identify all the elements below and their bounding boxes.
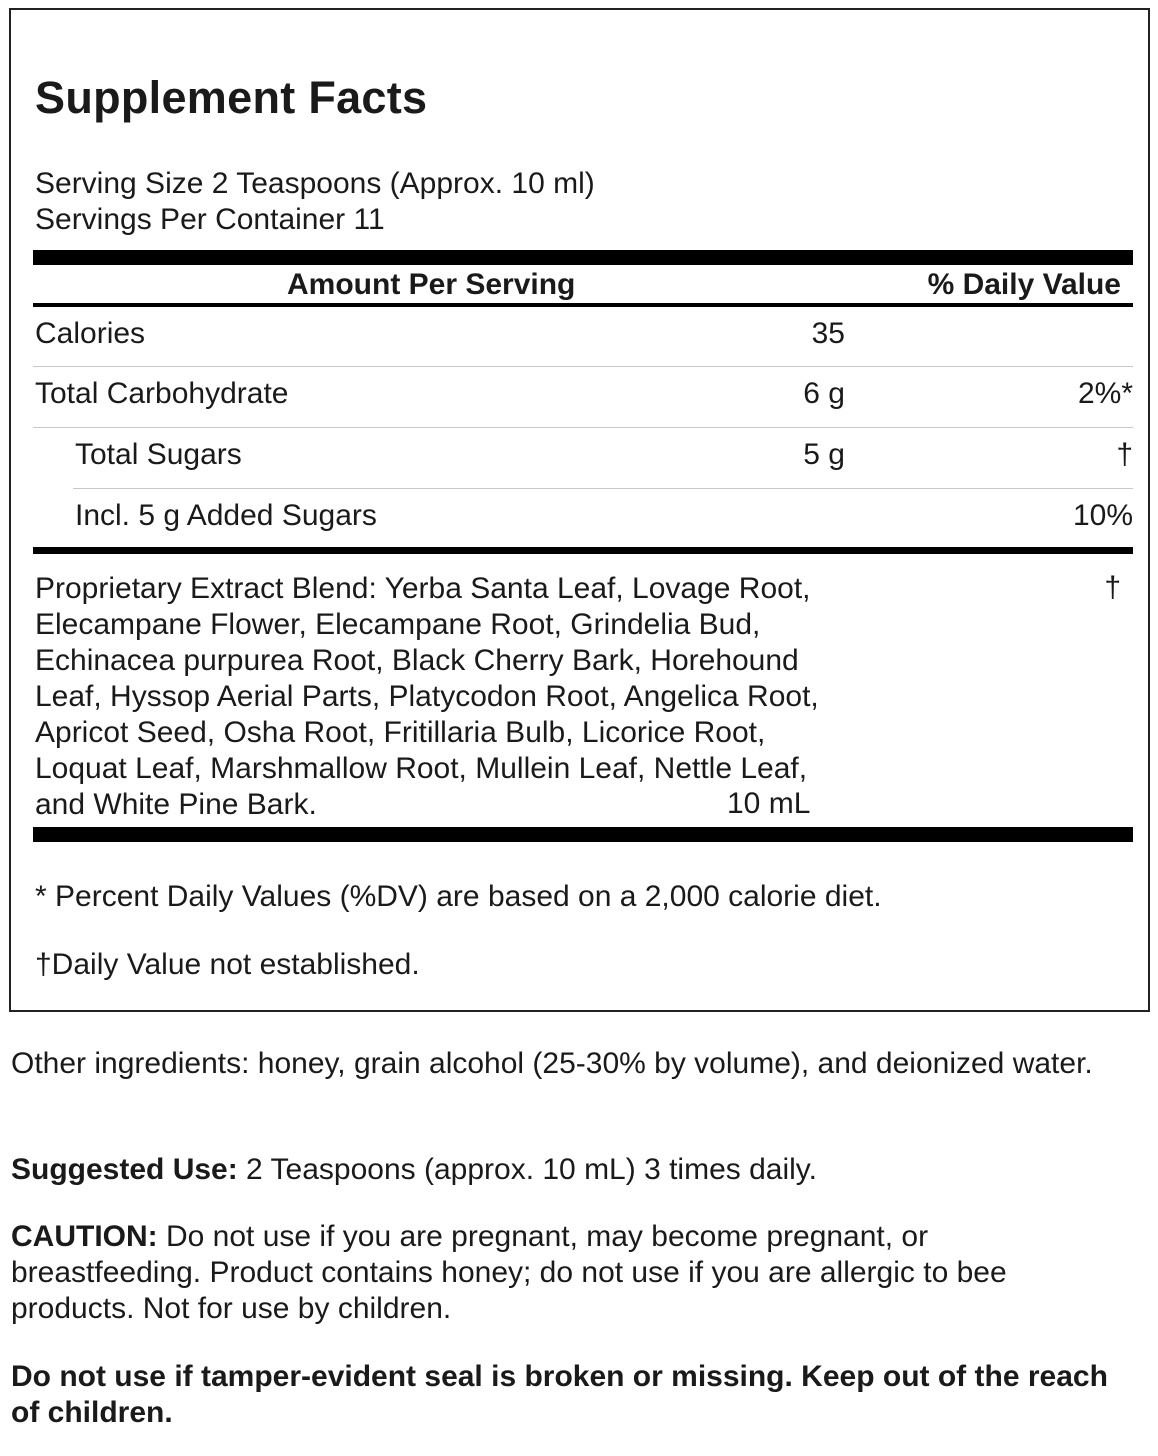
footnote-percent-daily-values: * Percent Daily Values (%DV) are based on a 2,000 calorie diet.: [35, 880, 882, 913]
nutrient-label: Total Carbohydrate: [35, 377, 289, 410]
nutrient-label: Total Sugars: [75, 438, 242, 471]
footnote-daily-value-not-established: †Daily Value not established.: [35, 948, 420, 981]
nutrient-amount: 6 g: [803, 377, 845, 410]
suggested-use-text: 2 Teaspoons (approx. 10 mL) 3 times daily.: [237, 1153, 817, 1186]
nutrient-label: Incl. 5 g Added Sugars: [75, 499, 377, 532]
nutrient-row-total-carbohydrate: [33, 367, 1133, 427]
caution-label: CAUTION:: [11, 1220, 158, 1253]
tamper-warning: Do not use if tamper-evident seal is broken or missing. Keep out of the reach of children.: [11, 1360, 1108, 1429]
nutrient-dv: †: [1116, 438, 1133, 471]
thick-divider-middle: [33, 547, 1133, 554]
thick-divider-bottom: [33, 827, 1133, 842]
serving-info: [35, 166, 595, 238]
nutrient-label: Calories: [35, 317, 146, 350]
thick-divider-top: [33, 250, 1133, 265]
servings-per-container: Servings Per Container 11: [35, 203, 385, 236]
proprietary-blend-dv: †: [1104, 571, 1121, 604]
nutrient-row-total-sugars: [33, 428, 1133, 488]
proprietary-blend-text: Proprietary Extract Blend: Yerba Santa Leaf, Lovage Root, Elecampane Flower, Elecampane Root, Grindelia Bud, Echinacea purpurea Root, Black Cherry Bark, Horehound Leaf, Hyssop Aerial Parts, Platycodon Root, Angelica Root, Apricot Seed, Osha Root, Fritillaria Bulb, Licorice Root, Loquat Leaf, Marshmallow Root, Mullein Leaf, Nettle Leaf, and White Pine Bark.: [35, 572, 819, 821]
caution-text: Do not use if you are pregnant, may become pregnant, or breastfeeding. Product contains honey; do not use if you are allergic to bee products. Not for use by children.: [11, 1220, 1007, 1325]
nutrient-row-calories: [33, 307, 1133, 367]
nutrient-amount: 5 g: [803, 438, 845, 471]
panel-title: Supplement Facts: [35, 72, 428, 123]
caution: [11, 1219, 1121, 1327]
nutrient-amount: 35: [811, 317, 845, 350]
suggested-use-label: Suggested Use:: [11, 1153, 238, 1186]
proprietary-blend-amount: 10 mL: [727, 787, 811, 820]
nutrient-row-added-sugars: [33, 489, 1133, 549]
suggested-use: [11, 1152, 1121, 1188]
header-amount-per-serving: Amount Per Serving: [287, 268, 576, 301]
supplement-facts-panel: [9, 8, 1150, 1012]
header-daily-value: % Daily Value: [927, 268, 1121, 301]
nutrient-dv: 10%: [1072, 499, 1133, 532]
other-ingredients: Other ingredients: honey, grain alcohol (25-30% by volume), and deionized water.: [11, 1047, 1093, 1080]
nutrient-dv: 2%*: [1077, 377, 1133, 410]
serving-size: Serving Size 2 Teaspoons (Approx. 10 ml): [35, 167, 595, 200]
